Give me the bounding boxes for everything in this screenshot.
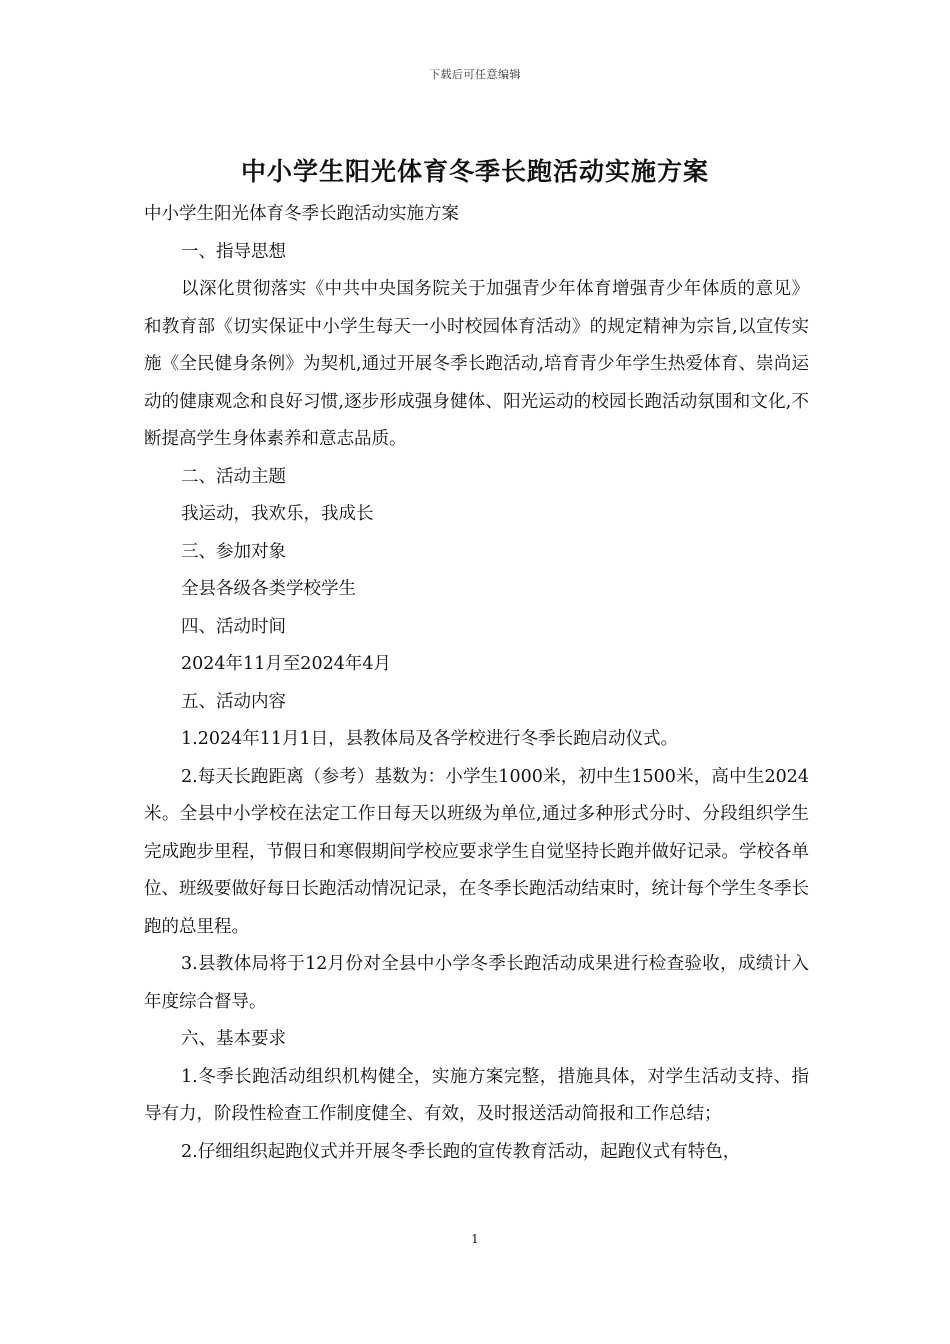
theme-paragraph: 我运动，我欢乐，我成长 — [181, 504, 374, 524]
section-heading-guiding-ideology: 一、指导思想 — [181, 241, 286, 262]
requirement-item-2: 2.仔细组织起跑仪式并开展冬季长跑的宣传教育活动，起跑仪式有特色， — [181, 1141, 741, 1162]
requirement-item-1: 1.冬季长跑活动组织机构健全，实施方案完整，措施具体，对学生活动支持、指导有力，阶段性检查工作制度健全、有效，及时报送活动简报和工作总结； — [144, 1066, 809, 1124]
section-heading-content: 五、活动内容 — [181, 691, 286, 712]
subtitle-paragraph: 中小学生阳光体育冬季长跑活动实施方案 — [144, 204, 459, 224]
header-note: 下载后可任意编辑 — [429, 68, 521, 81]
page-number: 1 — [471, 1232, 479, 1246]
section-heading-time: 四、活动时间 — [181, 616, 286, 637]
document-title: 中小学生阳光体育冬季长跑活动实施方案 — [240, 157, 709, 186]
document-body — [144, 196, 809, 1171]
participants-paragraph: 全县各级各类学校学生 — [181, 579, 356, 599]
content-item-3: 3.县教体局将于12月份对全县中小学冬季长跑活动成果进行检查验收，成绩计入年度综合督导。 — [144, 954, 809, 1012]
section-heading-participants: 三、参加对象 — [181, 541, 286, 562]
content-item-1: 1.2024年11月1日，县教体局及各学校进行冬季长跑启动仪式。 — [181, 729, 679, 749]
section-heading-requirements: 六、基本要求 — [181, 1029, 286, 1049]
guiding-ideology-paragraph: 以深化贯彻落实《中共中央国务院关于加强青少年体育增强青少年体质的意见》和教育部《切实保证中小学生每天一小时校园体育活动》的规定精神为宗旨,以宣传实施《全民健身条例》为契机,通过开展冬季长跑活动,培育青少年学生热爱体育、崇尚运动的健康观念和良好习惯,逐步形成强身健体、阳光运动的校园长跑活动氛围和文化,不断提高学生身体素养和意志品质。 — [144, 279, 809, 449]
time-paragraph: 2024年11月至2024年4月 — [181, 654, 391, 674]
section-heading-theme: 二、活动主题 — [181, 466, 286, 487]
content-item-2: 2.每天长跑距离（参考）基数为：小学生1000米，初中生1500米，高中生2024米。全县中小学校在法定工作日每天以班级为单位,通过多种形式分时、分段组织学生完成跑步里程，节假日和寒假期间学校应要求学生自觉坚持长跑并做好记录。学校各单位、班级要做好每日长跑活动情况记录，在冬季长跑活动结束时，统计每个学生冬季长跑的总里程。 — [144, 766, 809, 937]
